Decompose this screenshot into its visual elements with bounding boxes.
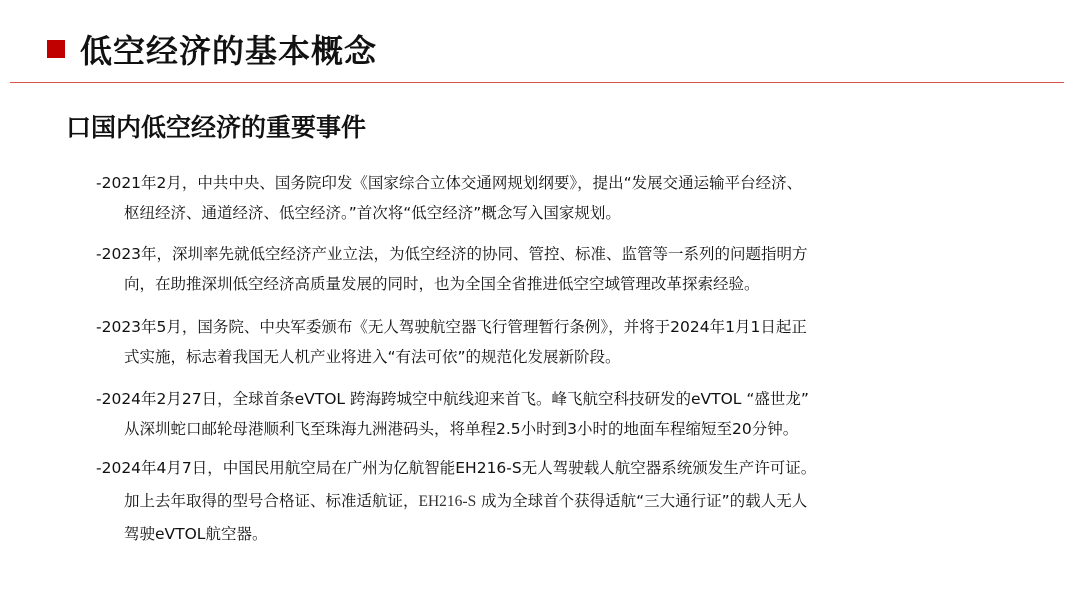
- event-line: 式实施，标志着我国无人机产业将进入“有法可依”的规范化发展新阶段。: [124, 348, 621, 366]
- slide-header: [0, 0, 1080, 84]
- event-item-2024-02-27: [96, 384, 976, 444]
- event-line: -2024年2月27日，全球首条eVTOL 跨海跨城空中航线迎来首飞。峰飞航空科技研发的eVTOL “盛世龙”: [96, 390, 809, 408]
- event-item-2024-04-07: [96, 452, 976, 551]
- section-heading: 口国内低空经济的重要事件: [66, 113, 367, 142]
- event-line: [96, 485, 976, 518]
- event-line-text: 加上去年取得的型号合格证、标准适航证，: [124, 492, 419, 510]
- event-line: 驾驶eVTOL航空器。: [124, 525, 268, 543]
- aircraft-model-label: EH216-S: [418, 493, 477, 510]
- event-line-text: 成为全球首个获得适航“三大通行证”的载人无人: [476, 492, 808, 510]
- header-divider: [10, 82, 1064, 83]
- event-line: -2024年4月7日，中国民用航空局在广州为亿航智能EH216-S无人驾驶载人航空器系统颁发生产许可证。: [96, 459, 817, 477]
- title-bullet-square: [47, 40, 65, 58]
- event-line: 向，在助推深圳低空经济高质量发展的同时，也为全国全省推进低空空域管理改革探索经验。: [124, 275, 760, 293]
- event-line: -2021年2月，中共中央、国务院印发《国家综合立体交通网规划纲要》，提出“发展交通运输平台经济、: [96, 174, 803, 192]
- event-item-2023-05: [96, 312, 976, 372]
- event-item-2021-02: [96, 168, 976, 228]
- event-item-2023: [96, 239, 976, 299]
- slide-title: 低空经济的基本概念: [80, 32, 378, 70]
- event-line: 枢纽经济、通道经济、低空经济。”首次将“低空经济”概念写入国家规划。: [124, 204, 621, 222]
- event-line: 从深圳蛇口邮轮母港顺利飞至珠海九洲港码头，将单程2.5小时到3小时的地面车程缩短至20分钟。: [124, 420, 799, 438]
- event-line: -2023年5月，国务院、中央军委颁布《无人驾驶航空器飞行管理暂行条例》，并将于2024年1月1日起正: [96, 318, 807, 336]
- event-line: -2023年，深圳率先就低空经济产业立法，为低空经济的协同、管控、标准、监管等一系列的问题指明方: [96, 245, 808, 263]
